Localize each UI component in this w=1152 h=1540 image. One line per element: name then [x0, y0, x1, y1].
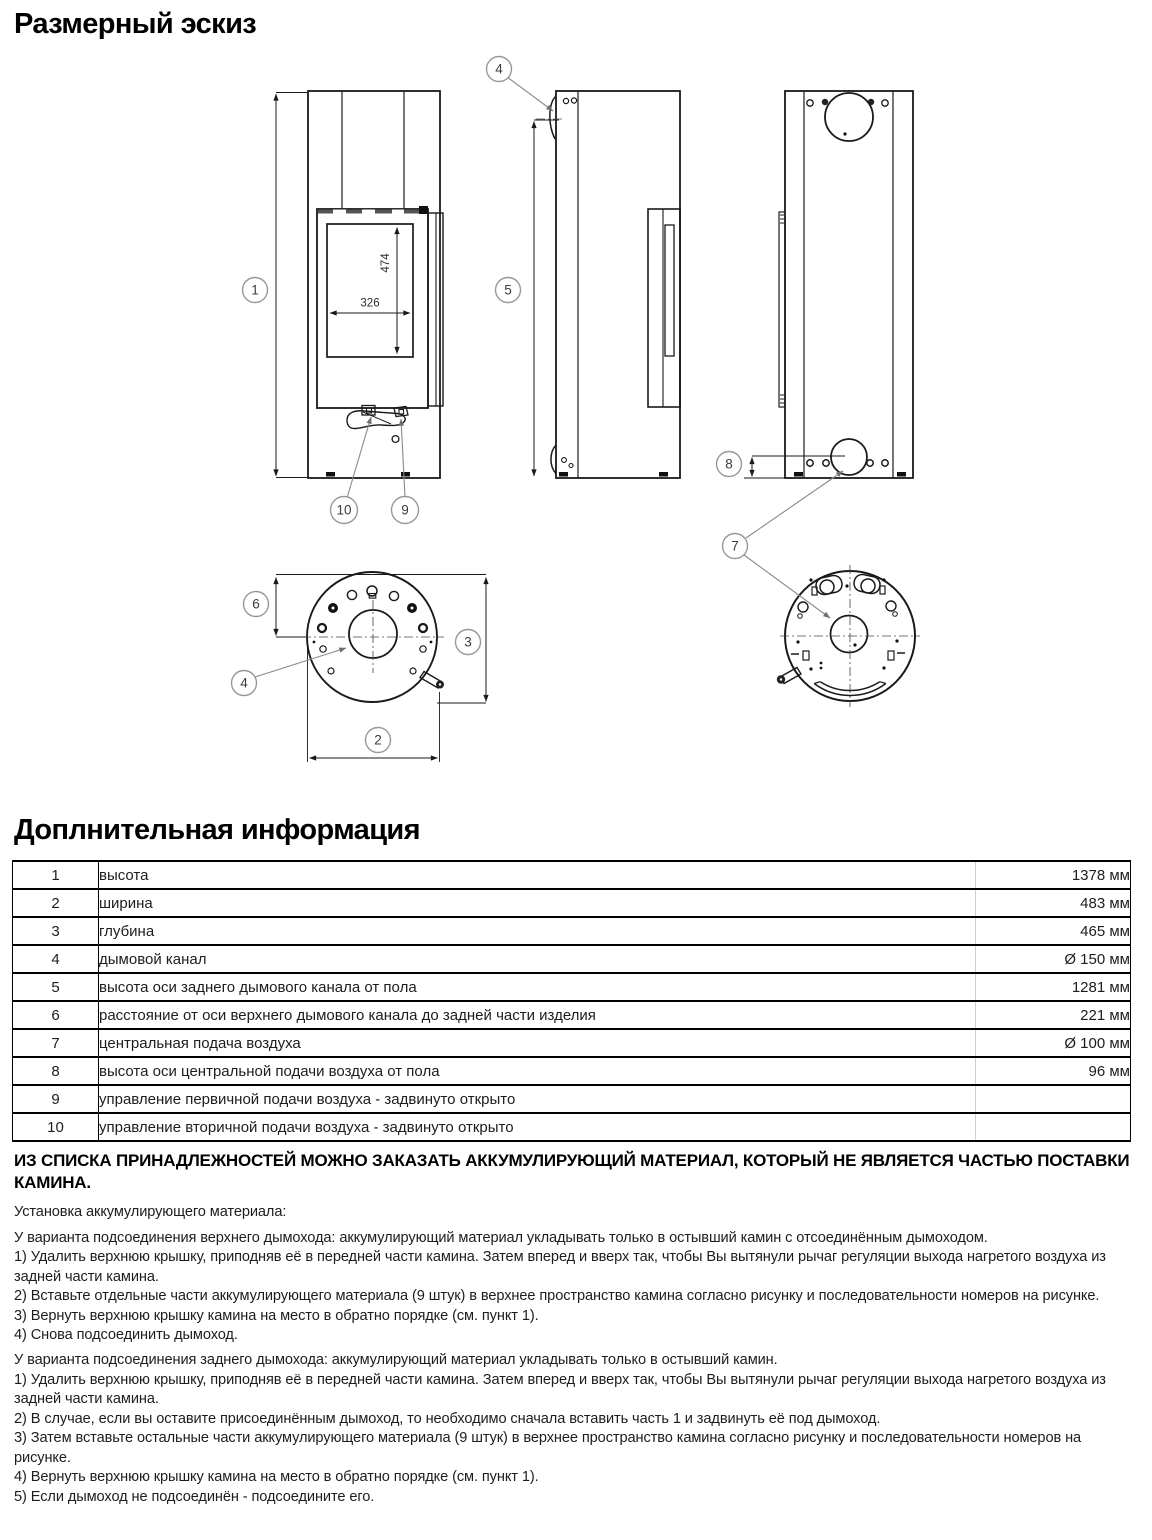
rear-step: 1) Удалить верхнюю крышку, приподняв её в передней части камина. Затем вперед и вверх так, чтобы Вы вытянули рычаг регуляции выхода нагретого воздуха из задней части камина.	[14, 1371, 1106, 1408]
table-row: 5 высота оси заднего дымового канала от пола 1281 мм	[13, 973, 1131, 1001]
front-view	[276, 91, 443, 478]
balloon-primary-air-label: 9	[401, 502, 409, 518]
air-controls	[347, 406, 408, 443]
top-variant-intro: У варианта подсоединения верхнего дымохода: аккумулирующий материал укладывать только в остывший камин с отсоединённым дымоходом.	[14, 1229, 988, 1246]
top-step: 3) Вернуть верхнюю крышку камина на место в обратно порядке (см. пункт 1).	[14, 1307, 539, 1324]
balloon-secondary-air-label: 10	[336, 502, 352, 518]
dimensional-drawing	[0, 55, 1152, 767]
table-row: 3 глубина 465 мм	[13, 917, 1131, 945]
side-view	[534, 91, 680, 478]
table-row: 10 управление вторичной подачи воздуха - задвинуто открыто	[13, 1113, 1131, 1141]
table-row: 7 центральная подача воздуха Ø 100 мм	[13, 1029, 1131, 1057]
back-view	[744, 91, 913, 478]
rear-step: 3) Затем вставьте остальные части аккумулирующего материала (9 штук) в верхнее пространство камина согласно рисунку и последовательности номеров на рисунке.	[14, 1430, 1082, 1466]
top-step: 4) Снова подсоединить дымоход.	[14, 1327, 238, 1343]
install-intro: Установка аккумулирующего материала:	[14, 1204, 287, 1221]
central-air-opening	[831, 616, 868, 653]
table-row: 2 ширина 483 мм	[13, 889, 1131, 917]
balloon-depth-label: 3	[464, 634, 472, 650]
rear-step: 4) Вернуть верхнюю крышку камина на место в обратно порядке (см. пункт 1).	[14, 1469, 539, 1486]
balloon-flue-top-view-label: 4	[240, 675, 248, 691]
table-row: 1 высота 1378 мм	[13, 861, 1131, 889]
balloon-central-air-label: 7	[731, 538, 739, 554]
top-step: 2) Вставьте отдельные части аккумулирующего материала (9 штук) в верхнее пространство камина согласно рисунку и последовательности номеров на рисунке.	[14, 1288, 1100, 1305]
top-flue-hole	[825, 93, 873, 141]
balloon-rear-flue-height-label: 5	[504, 282, 512, 298]
balloon-flue-label: 4	[495, 61, 503, 77]
table-row: 8 высота оси центральной подачи воздуха от пола 96 мм	[13, 1057, 1131, 1085]
balloon-flue-to-rear-label: 6	[252, 596, 260, 612]
dim-glass-width: 326	[360, 297, 380, 310]
balloon-width-label: 2	[374, 732, 382, 748]
balloon-height-label: 1	[251, 282, 259, 298]
rear-variant-intro: У варианта подсоединения заднего дымохода: аккумулирующий материал укладывать только в остывший камин.	[14, 1352, 778, 1369]
dimensions-table	[12, 860, 1131, 1142]
section-title: Доплнительная информация	[14, 814, 420, 846]
table-row: 4 дымовой канал Ø 150 мм	[13, 945, 1131, 973]
leader-lines	[255, 77, 843, 677]
central-air-hole	[831, 439, 867, 475]
page-title: Размерный эскиз	[14, 8, 257, 40]
bottom-view	[777, 565, 920, 707]
dim-glass-height: 474	[380, 253, 392, 273]
table-row: 6 расстояние от оси верхнего дымового канала до задней части изделия 221 мм	[13, 1001, 1131, 1029]
accessories-note: ИЗ СПИСКА ПРИНАДЛЕЖНОСТЕЙ МОЖНО ЗАКАЗАТЬ АККУМУЛИРУЮЩИЙ МАТЕРИАЛ, КОТОРЫЙ НЕ ЯВЛЯЕТСЯ ЧАСТЬЮ ПОСТАВКИ КАМИНА.	[14, 1151, 1130, 1193]
table-row: 9 управление первичной подачи воздуха - задвинуто открыто	[13, 1085, 1131, 1113]
top-step: 1) Удалить верхнюю крышку, приподняв её в передней части камина. Затем вперед и вверх так, чтобы Вы вытянули рычаг регуляции выхода нагретого воздуха из задней части камина.	[14, 1249, 1106, 1285]
rear-step: 2) В случае, если вы оставите присоединённым дымоход, то необходимо сначала вставить часть 1 и задвинуть её под дымоход.	[14, 1410, 881, 1427]
instructions-block	[14, 1150, 1138, 1507]
balloon-central-air-height-label: 8	[725, 456, 733, 472]
rear-step: 5) Если дымоход не подсоединён - подсоедините его.	[14, 1488, 375, 1505]
